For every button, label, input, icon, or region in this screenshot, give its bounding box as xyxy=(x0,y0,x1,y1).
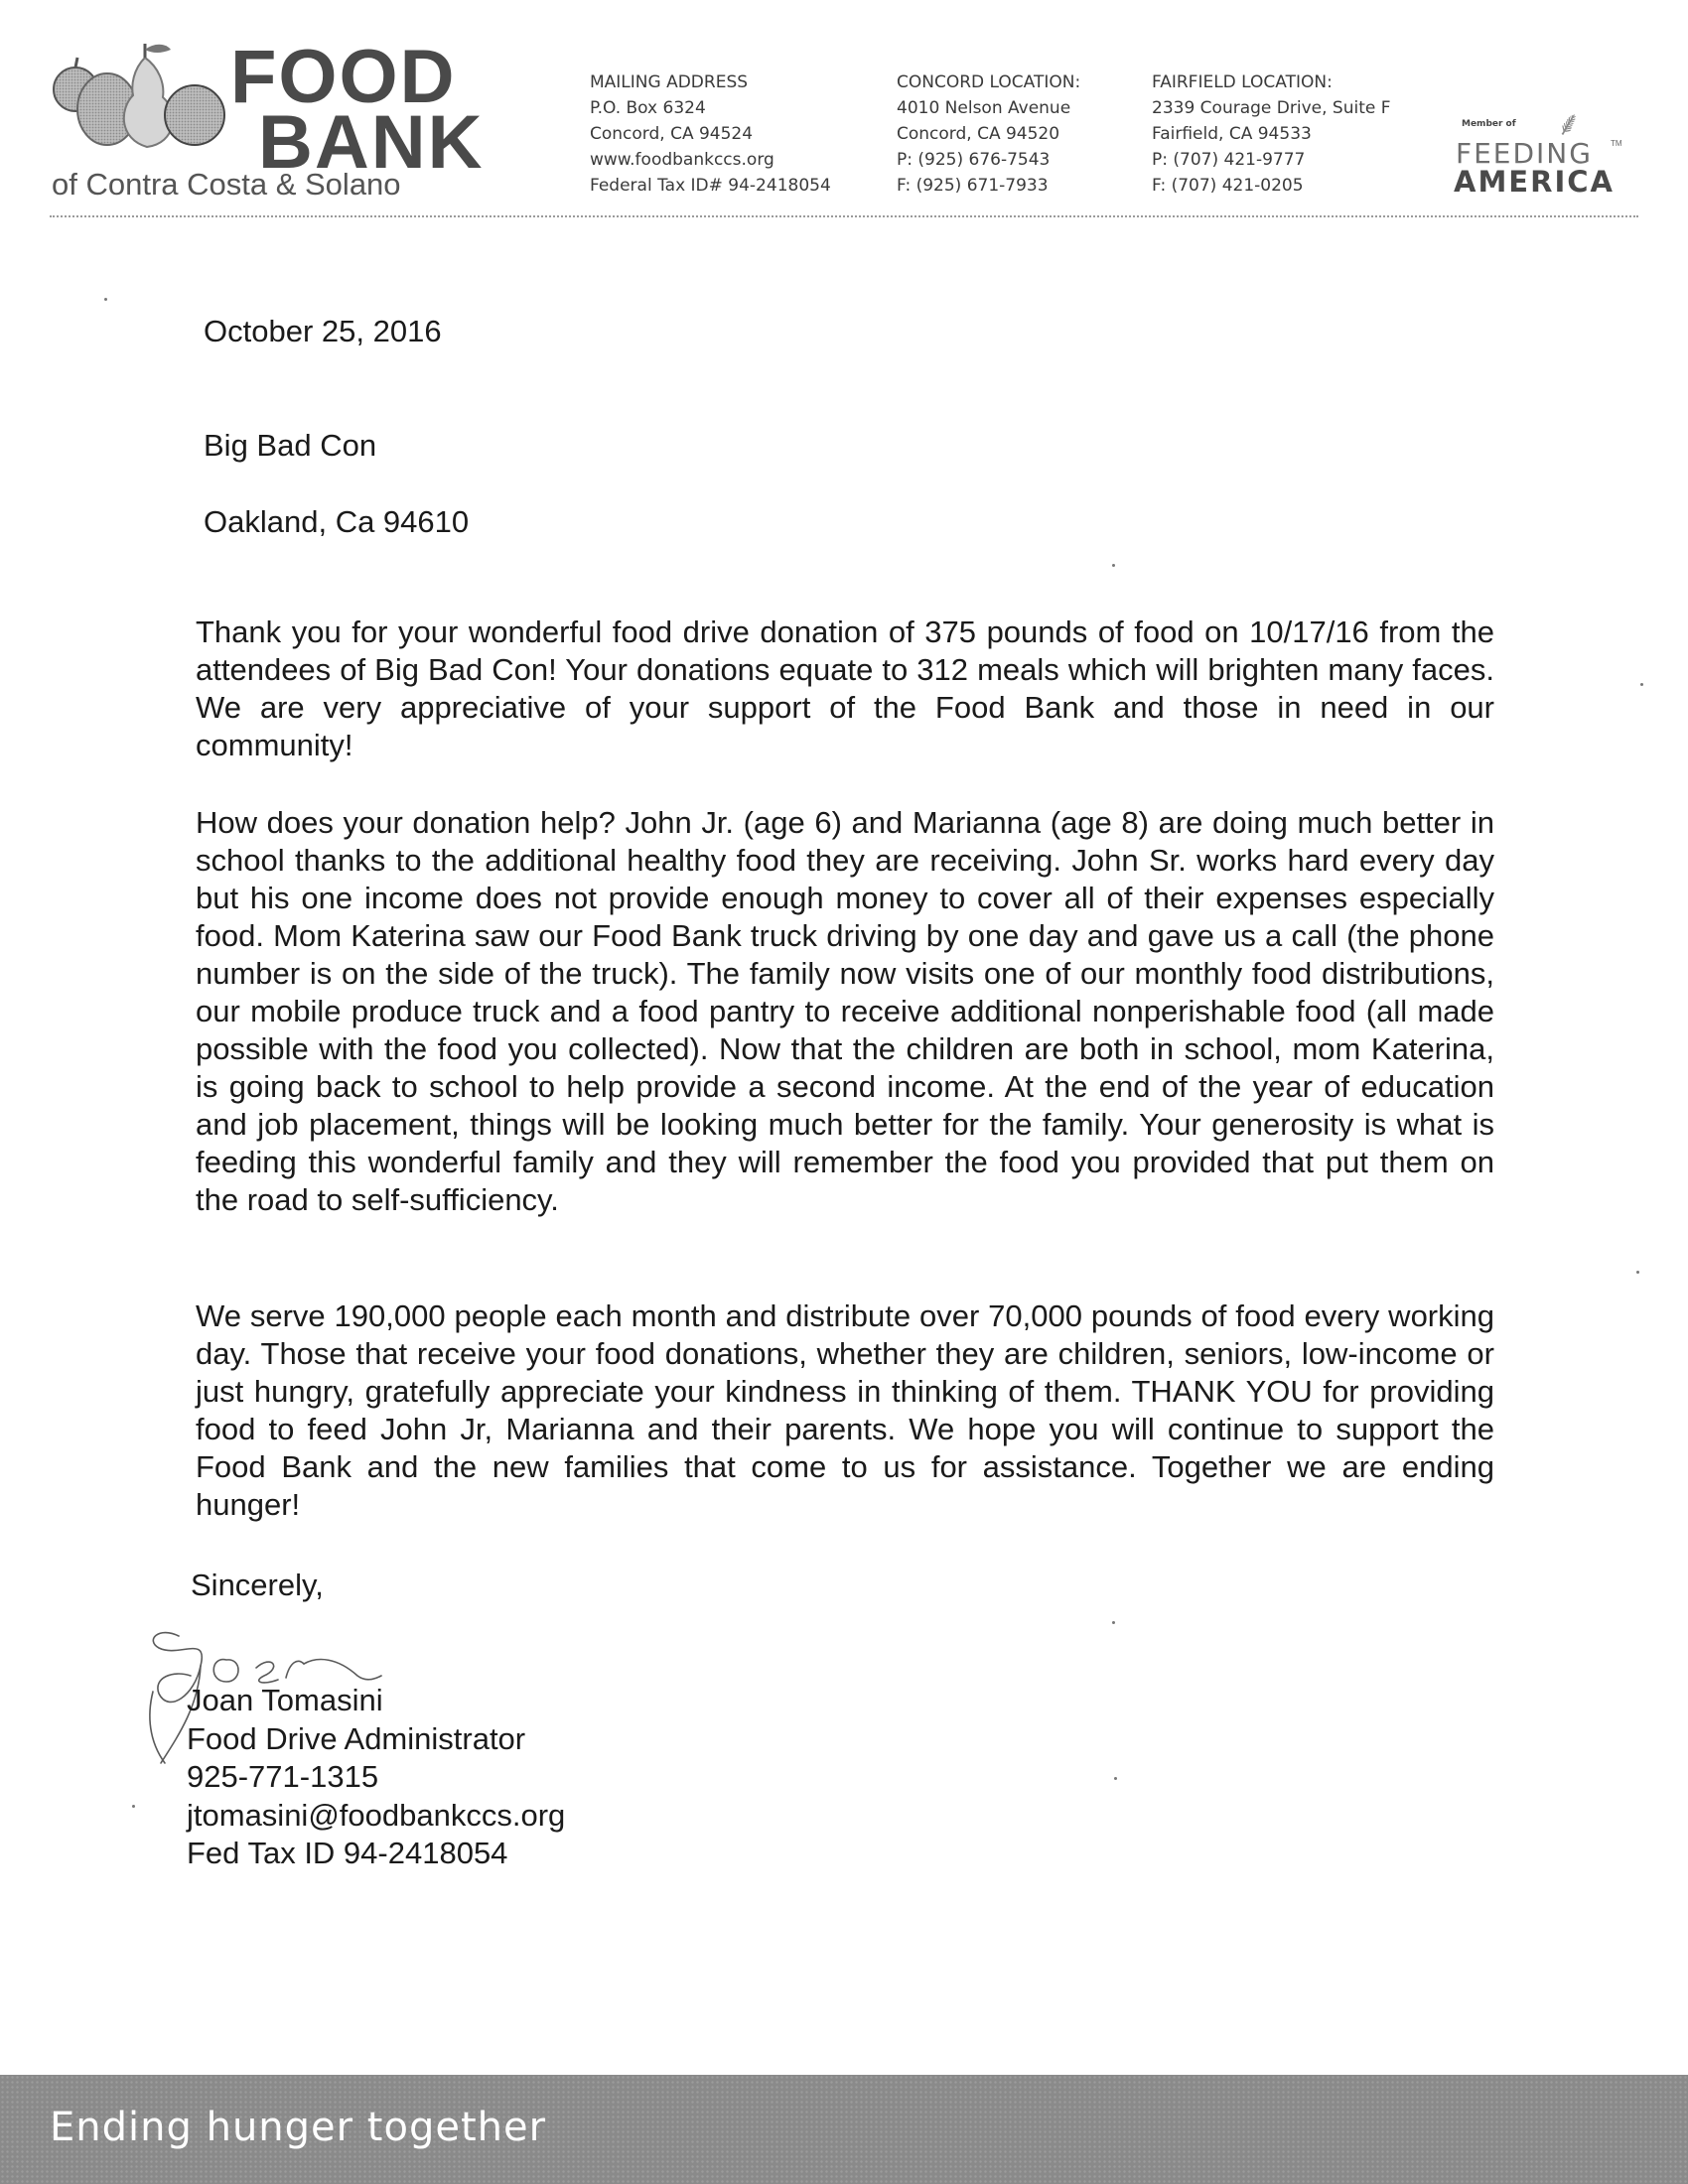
fairfield-address-line: 2339 Courage Drive, Suite F xyxy=(1152,98,1391,118)
scan-speck xyxy=(1112,1621,1115,1624)
fairfield-phone: P: (707) 421-9777 xyxy=(1152,150,1306,170)
concord-address-line: Concord, CA 94520 xyxy=(897,124,1060,144)
letter-date: October 25, 2016 xyxy=(204,314,442,348)
logo-subtitle: of Contra Costa & Solano xyxy=(52,167,401,202)
fairfield-location-heading: FAIRFIELD LOCATION: xyxy=(1152,72,1333,92)
concord-location-block xyxy=(897,69,1080,199)
footer-tagline: Ending hunger together xyxy=(50,2105,547,2150)
concord-phone: P: (925) 676-7543 xyxy=(897,150,1051,170)
recipient-name: Big Bad Con xyxy=(204,428,377,463)
concord-address-line: 4010 Nelson Avenue xyxy=(897,98,1071,118)
mailing-address-line: P.O. Box 6324 xyxy=(590,98,706,118)
mailing-address-line: Concord, CA 94524 xyxy=(590,124,754,144)
mailing-address-line: Federal Tax ID# 94-2418054 xyxy=(590,176,831,196)
feeding-america-word-america: AMERICA xyxy=(1454,165,1615,199)
scan-speck xyxy=(1114,1777,1117,1780)
concord-location-heading: CONCORD LOCATION: xyxy=(897,72,1081,92)
logo-word-food: FOOD xyxy=(230,35,457,119)
scan-speck xyxy=(104,298,107,301)
letterhead-divider xyxy=(50,215,1638,217)
recipient-city: Oakland, Ca 94610 xyxy=(204,504,470,539)
body-paragraph: We serve 190,000 people each month and distribute over 70,000 pounds of food every working day. Those that receive your food donations, whether they are children, seniors, low-income or just hungry, gratefully appreciate your kindness in thinking of them. THANK YOU for providing food to feed John Jr, Marianna and their parents. We hope you will continue to support the Food Bank and the new families that come to us for assistance. Together we are ending hunger! xyxy=(196,1298,1494,1522)
wheat-icon: ⸙ xyxy=(1556,105,1582,143)
scan-speck xyxy=(1640,683,1643,686)
feeding-america-word-feeding: FEEDING xyxy=(1456,137,1593,170)
signer-name: Joan Tomasini xyxy=(187,1683,383,1717)
trademark-mark: TM xyxy=(1611,139,1622,148)
scan-speck xyxy=(1636,1271,1639,1274)
body-paragraph: How does your donation help? John Jr. (age 6) and Marianna (age 8) are doing much better in school thanks to the additional healthy food they are receiving. John Sr. works hard every day but his one income does not provide enough money to cover all of their expenses especially food. Mom Katerina saw our Food Bank truck driving by one day and gave us a call (the phone number is on the side of the truck). The family now visits one of our monthly food distributions, our mobile produce truck and a food pantry to receive additional nonperishable food (all made possible with the food you collected). Now that the children are both in school, mom Katerina, is going back to school to help provide a second income. At the end of the year of education and job placement, things will be looking much better for the family. Your generosity is what is feeding this wonderful family and they will remember the food you provided that put them on the road to self-sufficiency. xyxy=(196,805,1494,1217)
signature-block xyxy=(187,1682,565,1873)
scan-speck xyxy=(1112,564,1115,567)
scan-speck xyxy=(132,1805,135,1808)
feeding-america-member-label: Member of xyxy=(1462,119,1516,129)
feeding-america-logo xyxy=(1452,99,1620,199)
food-bank-logo xyxy=(50,35,506,208)
mailing-address-block xyxy=(590,69,831,199)
closing-salutation: Sincerely, xyxy=(191,1568,324,1602)
signer-email[interactable]: jtomasini@foodbankccs.org xyxy=(187,1797,566,1833)
fruit-logo-icon xyxy=(50,40,248,159)
footer-band xyxy=(0,2075,1688,2184)
concord-fax: F: (925) 671-7933 xyxy=(897,176,1049,196)
mailing-address-heading: MAILING ADDRESS xyxy=(590,72,749,92)
fairfield-address-line: Fairfield, CA 94533 xyxy=(1152,124,1312,144)
fairfield-fax: F: (707) 421-0205 xyxy=(1152,176,1304,196)
signer-tax-id: Fed Tax ID 94-2418054 xyxy=(187,1836,508,1870)
body-paragraph: Thank you for your wonderful food drive donation of 375 pounds of food on 10/17/16 from the attendees of Big Bad Con! Your donations equate to 312 meals which will brighten many faces. We are very appreciative of your support of the Food Bank and those in need in our community! xyxy=(196,614,1494,762)
signer-phone: 925-771-1315 xyxy=(187,1759,379,1794)
logo-word-bank: BANK xyxy=(258,100,485,185)
signer-title: Food Drive Administrator xyxy=(187,1720,526,1756)
website-link[interactable]: www.foodbankccs.org xyxy=(590,150,774,170)
fairfield-location-block xyxy=(1152,69,1391,199)
